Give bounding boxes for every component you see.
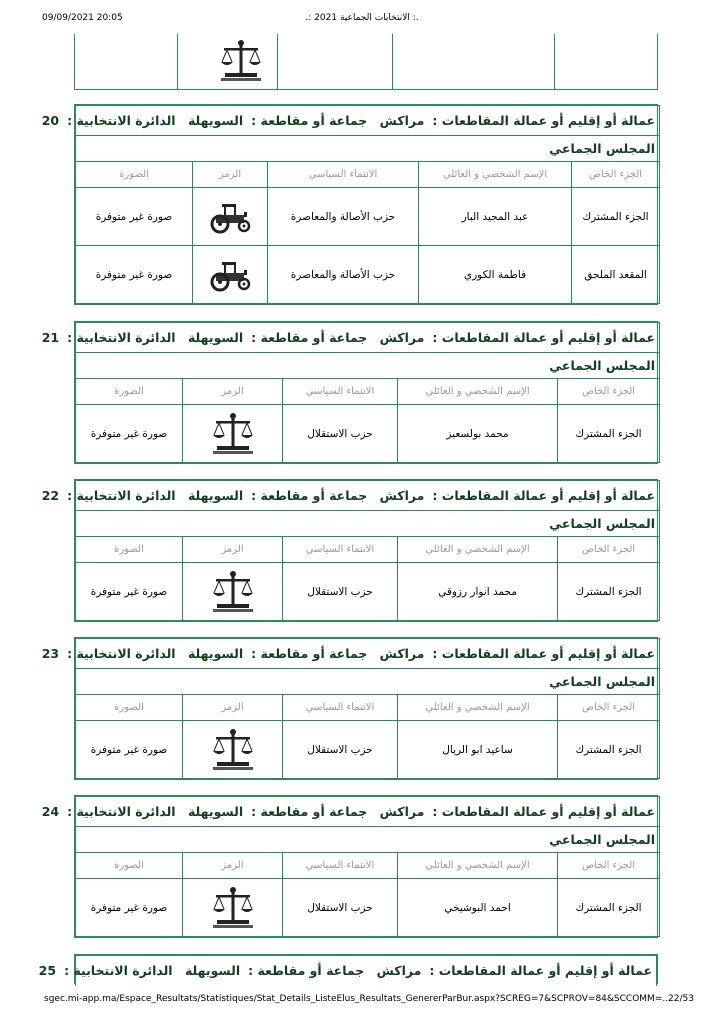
constituency-table — [41, 637, 658, 780]
elected-name: عبد المجيد البار — [419, 188, 572, 246]
district-number: 21 — [41, 330, 60, 345]
print-title: .: الانتخابات الجماعية 2021 :. — [305, 13, 419, 23]
district-number: 23 — [41, 646, 60, 661]
table-row: الجزء المشترك عبد المجيد البار حزب الأصالة والمعاصرة صورة غير متوفرة — [76, 188, 660, 246]
district-number: 22 — [41, 488, 60, 503]
column-headers: الجزء الخاص الإسم الشخصي و العائلي الانتماء السياسي الرمز الصورة — [76, 695, 660, 721]
print-datetime: 09/09/2021 20:05 — [42, 13, 123, 23]
elected-name: فاطمة الكوري — [419, 246, 572, 304]
previous-table-fragment — [74, 34, 658, 90]
tractor-icon — [208, 201, 252, 233]
elected-name: محمد انوار رزوقي — [398, 563, 558, 621]
page-number: 22/53 — [668, 994, 694, 1004]
scales-icon — [219, 38, 263, 84]
constituency-table-partial — [38, 954, 658, 984]
scales-icon — [211, 411, 255, 457]
council-label: المجلس الجماعي — [76, 136, 660, 162]
council-label: المجلس الجماعي — [76, 511, 660, 537]
table-header: عمالة أو إقليم أو عمالة المقاطعات :مراكش جماعة أو مقاطعة :السويهلة الدائرة الانتخابية :25 — [76, 956, 657, 986]
table-row: المقعد الملحق فاطمة الكوري حزب الأصالة والمعاصرة صورة غير متوفرة — [76, 246, 660, 304]
constituency-table — [41, 104, 658, 305]
table-header: عمالة أو إقليم أو عمالة المقاطعات :مراكش جماعة أو مقاطعة :السويهلة الدائرة الانتخابية :24 — [76, 797, 660, 827]
table-row: الجزء المشترك ساعيد ابو الريال حزب الاستقلال صورة غير متوفرة — [76, 721, 660, 779]
table-header: عمالة أو إقليم أو عمالة المقاطعات :مراكش جماعة أو مقاطعة :السويهلة الدائرة الانتخابية :23 — [76, 639, 660, 669]
table-header: عمالة أو إقليم أو عمالة المقاطعات :مراكش جماعة أو مقاطعة :السويهلة الدائرة الانتخابية :22 — [76, 481, 660, 511]
council-label: المجلس الجماعي — [76, 827, 660, 853]
table-row: الجزء المشترك محمد انوار رزوقي حزب الاستقلال صورة غير متوفرة — [76, 563, 660, 621]
table-row: الجزء المشترك احمد البوشيخي حزب الاستقلال صورة غير متوفرة — [76, 879, 660, 937]
elected-name: ساعيد ابو الريال — [398, 721, 558, 779]
page-url: sgec.mi-app.ma/Espace_Resultats/Statistiques/Stat_Details_ListeElus_Resultats_GenererParBur.aspx?SCREG=7&SCPROV=84&SCCOMM=... — [44, 994, 671, 1004]
elected-name: محمد بولسعيز — [398, 405, 558, 463]
constituency-table — [41, 321, 658, 464]
district-number: 25 — [38, 963, 57, 979]
elected-name: احمد البوشيخي — [398, 879, 558, 937]
table-header: عمالة أو إقليم أو عمالة المقاطعات :مراكش جماعة أو مقاطعة :السويهلة الدائرة الانتخابية :21 — [76, 323, 660, 353]
column-headers: الجزء الخاص الإسم الشخصي و العائلي الانتماء السياسي الرمز الصورة — [76, 853, 660, 879]
column-headers: الجزء الخاص الإسم الشخصي و العائلي الانتماء السياسي الرمز الصورة — [76, 379, 660, 405]
tractor-icon — [208, 259, 252, 291]
council-label: المجلس الجماعي — [76, 353, 660, 379]
district-number: 20 — [41, 113, 60, 128]
print-header — [0, 13, 724, 27]
district-number: 24 — [41, 804, 60, 819]
table-row: الجزء المشترك محمد بولسعيز حزب الاستقلال صورة غير متوفرة — [76, 405, 660, 463]
constituency-table — [41, 479, 658, 622]
scales-icon — [211, 569, 255, 615]
column-headers: الجزء الخاص الإسم الشخصي و العائلي الانتماء السياسي الرمز الصورة — [76, 537, 660, 563]
print-footer — [0, 994, 724, 1008]
scales-icon — [211, 727, 255, 773]
column-headers: الجزء الخاص الإسم الشخصي و العائلي الانتماء السياسي الرمز الصورة — [76, 162, 660, 188]
constituency-table — [41, 795, 658, 938]
table-header: عمالة أو إقليم أو عمالة المقاطعات :مراكش جماعة أو مقاطعة :السويهلة الدائرة الانتخابية :20 — [76, 106, 660, 136]
scales-icon — [211, 885, 255, 931]
council-label: المجلس الجماعي — [76, 669, 660, 695]
